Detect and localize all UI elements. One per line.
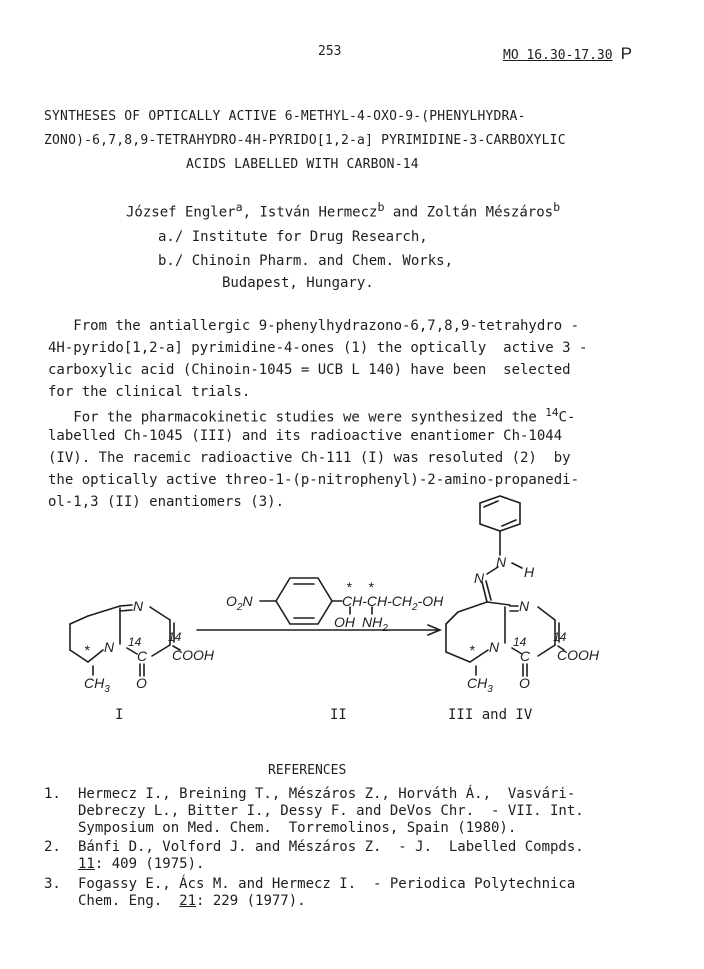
reagent-nitro-o: O xyxy=(226,593,237,609)
compound-I-chiral-mark: * xyxy=(84,642,90,658)
product-n-atom: N xyxy=(519,598,530,614)
reference-2-number: 2. xyxy=(44,839,61,855)
affiliation-a: a./ Institute for Drug Research, xyxy=(158,229,428,245)
product-hydrazone-n2: N xyxy=(474,570,485,586)
title-line-3: ACIDS LABELLED WITH CARBON-14 xyxy=(186,157,419,172)
compound-I-methyl-ch: CH xyxy=(84,675,105,691)
product-acid-label-14: 14 xyxy=(553,630,567,644)
reagent-chiral-mark-2: * xyxy=(368,579,374,595)
compound-I-carbonyl-c: C xyxy=(137,648,148,664)
compound-label-III-IV: III and IV xyxy=(448,707,533,723)
reagent-amine xyxy=(362,614,388,634)
reagent-chain-sub: 2 xyxy=(412,602,418,613)
reference-3-number: 3. xyxy=(44,876,61,892)
compound-I-oxo: O xyxy=(136,675,147,691)
abstract-p2-line-4: the optically active threo-1-(p-nitrophenyl)-2-amino-propanedi- xyxy=(48,472,580,488)
product-structure xyxy=(446,496,564,676)
reagent-hydroxyl: OH xyxy=(334,614,355,630)
author-3: and Zoltán Mészáros xyxy=(384,204,554,221)
session-letter: P xyxy=(620,44,632,63)
author-list xyxy=(126,200,560,221)
reference-1-line-2: Debreczy L., Bitter I., Dessy F. and DeVos Chr. - VII. Int. xyxy=(78,803,584,819)
product-methyl-ch: CH xyxy=(467,675,488,691)
product-methyl xyxy=(467,675,493,695)
reagent-amine-sub: 2 xyxy=(382,623,388,634)
abstract-p1-line-2: 4H-pyrido[1,2-a] pyrimidine-4-ones (1) the optically active 3 - xyxy=(48,340,588,356)
author-1: József Engler xyxy=(126,204,236,221)
compound-I-methyl-sub: 3 xyxy=(104,684,110,695)
product-hydrazone-n1: N xyxy=(496,554,507,570)
reagent-nitro-sub: 2 xyxy=(236,602,243,613)
abstract-p2-line-1-text: For the pharmacokinetic studies we were synthesized the xyxy=(48,409,546,426)
reagent-nitro-n: N xyxy=(242,593,253,609)
product-cooh: COOH xyxy=(557,647,599,663)
reference-2-pages: : 409 (1975). xyxy=(94,856,205,872)
compound-I-n-ring-atom: N xyxy=(104,639,115,655)
product-n-ring-atom: N xyxy=(489,639,500,655)
reference-2-line-2 xyxy=(78,856,204,872)
session-time: MO 16.30-17.30 xyxy=(503,48,613,63)
abstract-p2-line-1-end: C- xyxy=(558,409,576,426)
abstract-p1-line-4: for the clinical trials. xyxy=(48,384,251,400)
author-2: , István Hermecz xyxy=(242,204,378,221)
compound-I-structure xyxy=(70,605,180,676)
product-oxo: O xyxy=(519,675,530,691)
reference-1-line-1: Hermecz I., Breining T., Mészáros Z., Horváth Á., Vasvári- xyxy=(78,786,576,802)
author-3-affil: b xyxy=(553,200,561,214)
reference-3-pages: : 229 (1977). xyxy=(196,893,306,909)
product-hydrazone-h: H xyxy=(524,564,535,580)
reaction-scheme xyxy=(0,490,704,710)
reference-1-line-3: Symposium on Med. Chem. Torremolinos, Spain (1980). xyxy=(78,820,517,836)
reference-3-volume: 21 xyxy=(179,893,197,909)
abstract-p1-line-3: carboxylic acid (Chinoin-1045 = UCB L 140) have been selected xyxy=(48,362,571,378)
compound-I-label-14: 14 xyxy=(128,635,142,649)
product-chiral-mark: * xyxy=(469,642,475,658)
abstract-p2-line-3: (IV). The racemic radioactive Ch-111 (I) was resoluted (2) by xyxy=(48,450,571,466)
compound-label-I: I xyxy=(115,707,124,723)
reference-3-line-1: Fogassy E., Ács M. and Hermecz I. - Periodica Polytechnica xyxy=(78,876,576,892)
reagent-nitro-group xyxy=(226,593,253,613)
product-label-14: 14 xyxy=(513,635,527,649)
reagent-chain-ch: CH-CH-CH xyxy=(342,593,412,609)
reagent-chain-oh: -OH xyxy=(417,593,444,609)
page-number: 253 xyxy=(318,44,342,59)
title-line-1: SYNTHESES OF OPTICALLY ACTIVE 6-METHYL-4-OXO-9-(PHENYLHYDRA- xyxy=(44,109,526,124)
reagent-chain xyxy=(342,593,444,613)
compound-I-acid-label-14: 14 xyxy=(168,630,182,644)
title-line-2: ZONO)-6,7,8,9-TETRAHYDRO-4H-PYRIDO[1,2-a] PYRIMIDINE-3-CARBOXYLIC xyxy=(44,133,566,148)
reagent-chiral-mark-1: * xyxy=(346,579,352,595)
compound-I-methyl xyxy=(84,675,110,695)
session-code xyxy=(503,44,632,64)
reference-2-line-1: Bánfi D., Volford J. and Mészáros Z. - J. Labelled Compds. xyxy=(78,839,584,855)
compound-I-n-atom: N xyxy=(133,598,144,614)
affiliation-city: Budapest, Hungary. xyxy=(222,275,374,291)
abstract-p2-line-2: labelled Ch-1045 (III) and its radioactive enantiomer Ch-1044 xyxy=(48,428,563,444)
reference-2-volume: 11 xyxy=(78,856,95,872)
reference-3-journal: Chem. Eng. xyxy=(78,893,180,909)
author-1-affil: a xyxy=(235,200,243,214)
carbon-14-superscript: 14 xyxy=(545,406,559,419)
product-carbonyl-c: C xyxy=(520,648,531,664)
compound-I-cooh: COOH xyxy=(172,647,214,663)
reference-1-number: 1. xyxy=(44,786,61,802)
abstract-p1-line-1: From the antiallergic 9-phenylhydrazono-6,7,8,9-tetrahydro - xyxy=(48,318,580,334)
author-2-affil: b xyxy=(377,200,385,214)
abstract-p2-line-1 xyxy=(48,406,575,426)
compound-label-II: II xyxy=(330,707,347,723)
reagent-amine-nh: NH xyxy=(362,614,383,630)
references-heading: REFERENCES xyxy=(268,763,347,778)
reference-3-line-2 xyxy=(78,893,306,909)
affiliation-b: b./ Chinoin Pharm. and Chem. Works, xyxy=(158,253,454,269)
abstract-p2-line-5: ol-1,3 (II) enantiomers (3). xyxy=(48,494,285,510)
product-methyl-sub: 3 xyxy=(487,684,493,695)
